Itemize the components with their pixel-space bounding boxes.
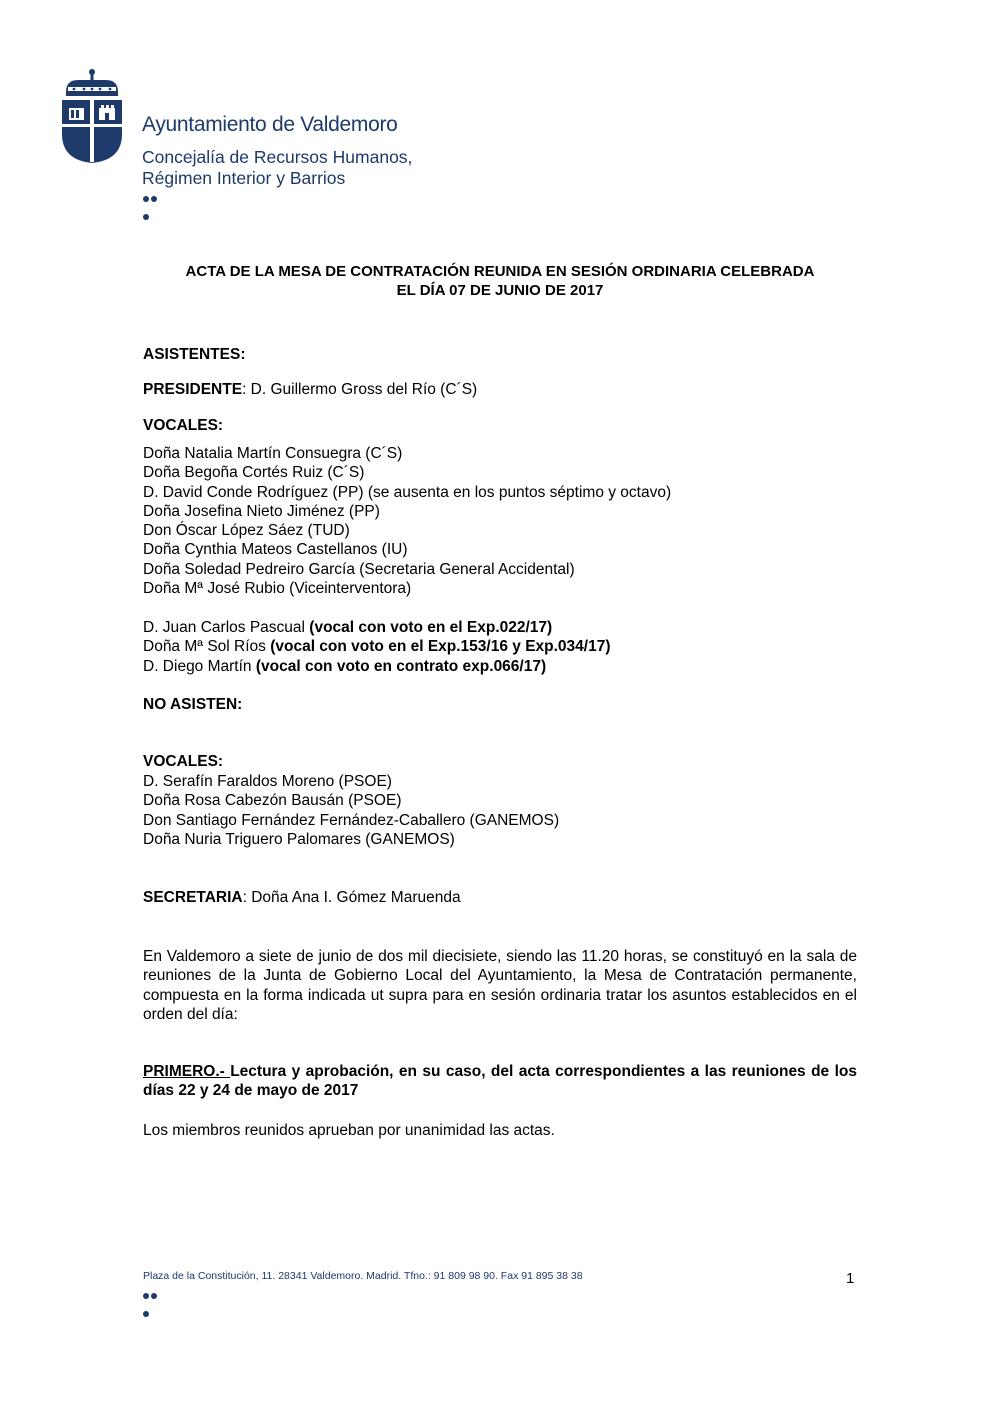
document-title: [140, 262, 860, 300]
primero-heading-text: Lectura y aprobación, en su caso, del acta correspondientes a las reuniones de los días 22 y 24 de mayo de 2017: [143, 1063, 857, 1100]
list-item: D. Diego Martín (vocal con voto en contrato exp.066/17): [143, 657, 547, 675]
department-line-1: Concejalía de Recursos Humanos,: [142, 147, 413, 167]
footer-dots-ornament: [143, 1293, 165, 1299]
presidente-value: : D. Guillermo Gross del Río (C´S): [242, 381, 478, 398]
secretaria-label: SECRETARIA: [143, 889, 243, 906]
list-item: D. David Conde Rodríguez (PP) (se ausenta en los puntos séptimo y octavo): [143, 483, 672, 501]
vocales-con-voto-list: [143, 618, 611, 676]
list-item: Don Santiago Fernández Fernández-Caballero (GANEMOS): [143, 811, 560, 829]
title-line-1: ACTA DE LA MESA DE CONTRATACIÓN REUNIDA EN SESIÓN ORDINARIA CELEBRADA: [185, 263, 815, 280]
presidente-line: [143, 380, 477, 399]
list-item: Doña Rosa Cabezón Bausán (PSOE): [143, 792, 402, 810]
no-asisten-heading: NO ASISTEN:: [143, 696, 243, 713]
intro-paragraph: En Valdemoro a siete de junio de dos mil diecisiete, siendo las 11.20 horas, se constituyó en la sala de reuniones de la Junta de Gobierno Local del Ayuntamiento, la Mesa de Contratación permanente, compuesta en la forma indicada ut supra para en sesión ordinaria tratar los asuntos establecidos en el orden del día:: [143, 948, 857, 1023]
list-item: Doña Natalia Martín Consuegra (C´S): [143, 445, 403, 462]
vocales-heading: VOCALES:: [143, 417, 224, 434]
list-item: Doña Cynthia Mateos Castellanos (IU): [143, 541, 408, 559]
list-item: Doña Soledad Pedreiro García (Secretaria General Accidental): [143, 560, 575, 578]
coat-of-arms-logo: [58, 68, 126, 164]
primero-label: PRIMERO.-: [143, 1063, 231, 1080]
list-item: D. Serafín Faraldos Moreno (PSOE): [143, 773, 392, 790]
asistentes-heading: ASISTENTES:: [143, 346, 246, 363]
list-item: Doña Mª Sol Ríos (vocal con voto en el Exp.153/16 y Exp.034/17): [143, 638, 611, 656]
vocales-list: [143, 444, 671, 598]
primero-text: Los miembros reunidos aprueban por unanimidad las actas.: [143, 1122, 555, 1139]
vocales-ausentes-list: [143, 772, 559, 849]
list-item: D. Juan Carlos Pascual (vocal con voto en el Exp.022/17): [143, 619, 553, 636]
list-item: Doña Mª José Rubio (Viceinterventora): [143, 580, 412, 598]
header-dots-ornament: [143, 196, 165, 202]
footer-address: Plaza de la Constitución, 11. 28341 Valdemoro. Madrid. Tfno.: 91 809 98 90. Fax 91 895 38 38: [143, 1270, 583, 1282]
department-name: [142, 147, 412, 189]
title-line-2: EL DÍA 07 DE JUNIO DE 2017: [396, 282, 604, 299]
vocales-ausentes-heading: VOCALES:: [143, 753, 224, 770]
list-item: Doña Begoña Cortés Ruiz (C´S): [143, 464, 365, 482]
page-number: 1: [846, 1270, 855, 1287]
list-item: Doña Josefina Nieto Jiménez (PP): [143, 502, 380, 520]
secretaria-line: [143, 888, 461, 907]
secretaria-value: : Doña Ana I. Gómez Maruenda: [242, 889, 461, 906]
list-item: Doña Nuria Triguero Palomares (GANEMOS): [143, 830, 455, 848]
organization-name: Ayuntamiento de Valdemoro: [142, 113, 398, 136]
primero-heading: [143, 1062, 857, 1101]
list-item: Don Óscar López Sáez (TUD): [143, 522, 350, 540]
presidente-label: PRESIDENTE: [143, 381, 243, 398]
department-line-2: Régimen Interior y Barrios: [142, 168, 346, 188]
